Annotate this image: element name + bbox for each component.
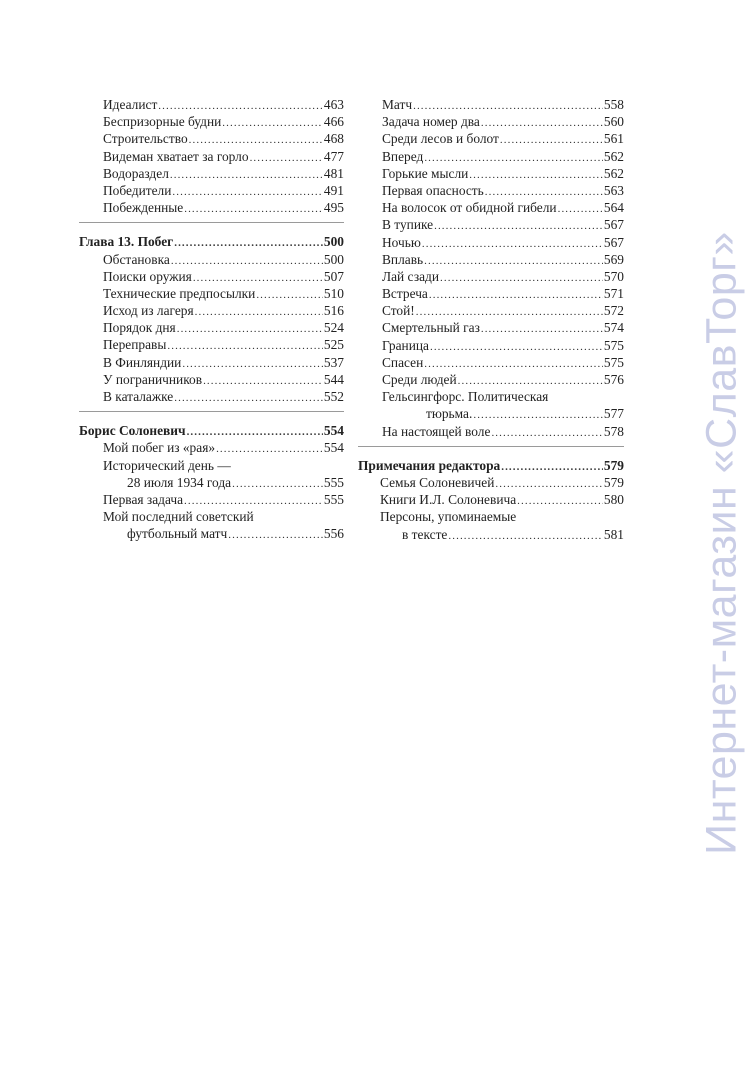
toc-entry[interactable] <box>79 251 344 268</box>
toc-group-chapter13 <box>79 233 344 405</box>
toc-entry-page: 571 <box>603 286 624 302</box>
toc-entry-page: 563 <box>603 182 624 198</box>
toc-entry-page: 574 <box>603 320 624 336</box>
leader-dots <box>430 339 603 356</box>
toc-group-boris <box>79 422 344 542</box>
toc-entry-title: тюрьма. <box>426 406 473 422</box>
toc-group-boris-continued <box>358 96 624 440</box>
toc-entry-page: 575 <box>603 337 624 353</box>
toc-entry[interactable] <box>79 319 344 336</box>
toc-entry-page: 564 <box>603 200 624 216</box>
toc-entry-page: 495 <box>323 200 344 216</box>
toc-entry[interactable] <box>358 113 624 130</box>
toc-entry-title: На волосок от обидной гибели <box>382 200 557 216</box>
toc-entry-page: 555 <box>323 474 344 490</box>
toc-entry-page: 567 <box>603 217 624 233</box>
toc-entry-title: В каталажке <box>103 389 174 404</box>
toc-entry-page: 576 <box>603 372 624 387</box>
toc-entry-page: 575 <box>603 354 624 370</box>
toc-entry-page: 468 <box>323 131 344 147</box>
toc-entry-page: 558 <box>603 97 624 112</box>
toc-entry-page: 477 <box>323 148 344 164</box>
toc-entry-title: Обстановка <box>103 251 170 267</box>
part-heading[interactable] <box>79 422 344 439</box>
leader-dots <box>195 304 323 321</box>
part-title: Борис Солоневич <box>79 423 186 439</box>
toc-entry-page: 516 <box>323 303 344 319</box>
notes-page: 579 <box>603 457 624 473</box>
leader-dots <box>172 184 323 201</box>
toc-entry[interactable] <box>79 165 344 182</box>
toc-entry-title: Граница <box>382 337 429 353</box>
toc-entry-title: Матч <box>382 97 413 112</box>
toc-entry-page: 525 <box>323 337 344 353</box>
toc-entry[interactable] <box>358 96 624 113</box>
toc-entry[interactable] <box>358 302 624 319</box>
toc-entry[interactable] <box>358 319 624 336</box>
leader-dots <box>424 253 603 270</box>
toc-entry[interactable] <box>79 474 344 491</box>
leader-dots <box>182 356 323 373</box>
toc-entry-page: 500 <box>323 251 344 267</box>
toc-entry-title-line[interactable]: Мой последний советский <box>103 509 254 525</box>
toc-entry-title: В Финляндии <box>103 354 182 370</box>
toc-entry[interactable] <box>358 251 624 268</box>
toc-entry[interactable] <box>358 165 624 182</box>
chapter-heading[interactable] <box>79 233 344 250</box>
toc-entry-title: Переправы <box>103 337 167 353</box>
toc-entry-page: 555 <box>323 491 344 507</box>
toc-entry-page: 510 <box>323 285 344 301</box>
leader-dots <box>256 287 323 304</box>
toc-entry[interactable] <box>79 336 344 353</box>
toc-entry-title: Смертельный газ <box>382 320 480 336</box>
leader-dots <box>448 528 603 545</box>
leader-dots <box>440 270 603 287</box>
toc-entry-title: Среди людей <box>382 372 457 387</box>
toc-entry-title: Беспризорные будни <box>103 114 222 130</box>
toc-entry-page: 570 <box>603 268 624 284</box>
toc-entry-page: 572 <box>603 303 624 319</box>
toc-entry-page: 552 <box>323 389 344 404</box>
toc-entry-title: 28 июля 1934 года <box>127 474 232 490</box>
toc-entry-page: 569 <box>603 251 624 267</box>
toc-entry[interactable] <box>358 526 624 543</box>
toc-entry[interactable] <box>358 234 624 251</box>
toc-entry[interactable] <box>358 491 624 508</box>
toc-entry-title: Побежденные <box>103 200 184 216</box>
toc-entry-title: Видеман хватает за горло <box>103 148 249 164</box>
toc-entry-title: Исход из лагеря <box>103 303 194 319</box>
chapter-title: Глава 13. Побег <box>79 234 174 250</box>
toc-entry[interactable] <box>79 148 344 165</box>
toc-entry-title: Спасен <box>382 354 424 370</box>
leader-dots <box>501 459 603 476</box>
toc-entry-page: 580 <box>603 492 624 508</box>
leader-dots <box>222 115 323 132</box>
toc-entry-title: в тексте <box>402 526 448 542</box>
toc-entry[interactable] <box>358 199 624 216</box>
toc-entry-page: 556 <box>323 526 344 542</box>
toc-entry[interactable] <box>79 371 344 388</box>
toc-entry[interactable] <box>358 337 624 354</box>
leader-dots <box>174 390 323 407</box>
toc-group-chapter12 <box>79 96 344 216</box>
toc-entry[interactable] <box>79 354 344 371</box>
toc-entry-title-line[interactable]: Исторический день — <box>103 457 231 473</box>
toc-entry[interactable] <box>79 268 344 285</box>
toc-entry[interactable] <box>358 474 624 491</box>
toc-entry[interactable] <box>79 525 344 542</box>
toc-entry[interactable] <box>358 268 624 285</box>
toc-entry[interactable] <box>79 199 344 216</box>
leader-dots <box>216 441 323 458</box>
leader-dots <box>481 115 603 132</box>
leader-dots <box>203 373 323 390</box>
leader-dots <box>174 235 323 252</box>
part-page: 554 <box>323 423 344 439</box>
toc-entry-title: Лай сзади <box>382 268 440 284</box>
toc-entry-title: У пограничников <box>103 371 203 387</box>
toc-entry-title: Порядок дня <box>103 320 176 336</box>
toc-entry[interactable] <box>79 491 344 508</box>
toc-left-column <box>79 96 344 543</box>
toc-entry-title: Ночью <box>382 234 421 250</box>
leader-dots <box>491 425 602 442</box>
toc-entry[interactable] <box>358 354 624 371</box>
toc-entry-title: Вплавь <box>382 251 424 267</box>
notes-heading[interactable] <box>358 457 624 474</box>
toc-entry-page: 554 <box>323 440 344 456</box>
toc-entry-title: Первая задача <box>103 491 184 507</box>
leader-dots <box>558 201 603 218</box>
chapter-page: 500 <box>323 234 344 250</box>
leader-dots <box>228 527 323 544</box>
leader-dots <box>434 218 603 235</box>
toc-entry[interactable] <box>79 285 344 302</box>
toc-entry-page: 562 <box>603 165 624 181</box>
toc-entry-title: Строительство <box>103 131 188 147</box>
toc-entry[interactable] <box>358 182 624 199</box>
leader-dots <box>469 167 603 184</box>
toc-entry-page: 562 <box>603 148 624 164</box>
toc-entry-page: 481 <box>323 165 344 181</box>
watermark-text: Интернет-магазин «СлавТорг» <box>697 231 746 855</box>
toc-entry-page: 466 <box>323 114 344 130</box>
toc-entry[interactable] <box>79 113 344 130</box>
toc-entry[interactable] <box>358 285 624 302</box>
toc-entry-page: 544 <box>323 371 344 387</box>
leader-dots <box>473 407 603 424</box>
leader-dots <box>184 201 323 218</box>
leader-dots <box>171 253 323 270</box>
toc-entry-title: Семья Солоневичей <box>380 474 495 490</box>
toc-entry-page: 537 <box>323 354 344 370</box>
toc-entry[interactable] <box>358 371 624 388</box>
toc-entry[interactable] <box>358 148 624 165</box>
notes-title: Примечания редактора <box>358 457 501 473</box>
leader-dots <box>500 132 603 149</box>
toc-entry-title: В тупике <box>382 217 434 233</box>
toc-entry[interactable] <box>79 182 344 199</box>
toc-entry[interactable] <box>358 423 624 440</box>
toc-entry-page: 507 <box>323 268 344 284</box>
toc-entry-title: Технические предпосылки <box>103 285 256 301</box>
toc-entry-title-line[interactable]: Гельсингфорс. Политическая <box>382 389 549 405</box>
leader-dots <box>177 321 323 338</box>
leader-dots <box>250 150 323 167</box>
leader-dots <box>167 338 323 355</box>
watermark <box>692 0 750 1086</box>
toc-entry[interactable] <box>79 439 344 456</box>
toc-entry[interactable] <box>79 96 344 113</box>
toc-entry-title: Стой! <box>382 303 415 319</box>
section-divider <box>79 222 344 223</box>
toc-entry-title: Победители <box>103 182 172 198</box>
leader-dots <box>429 287 603 304</box>
toc-entry-page: 463 <box>323 97 344 112</box>
section-divider <box>358 446 624 447</box>
toc-entry-title: Горькие мысли <box>382 165 469 181</box>
toc-entry-title: Вперед <box>382 148 424 164</box>
toc-entry-title: Поиски оружия <box>103 268 192 284</box>
toc-entry[interactable] <box>358 130 624 147</box>
toc-entry-title: Идеалист <box>103 97 158 112</box>
toc-right-column <box>358 96 624 543</box>
toc-entry-page: 577 <box>603 406 624 422</box>
leader-dots <box>422 236 603 253</box>
toc-entry-title: Водораздел <box>103 165 169 181</box>
toc-entry-title: Первая опасность <box>382 182 484 198</box>
toc-entry-title: Среди лесов и болот <box>382 131 499 147</box>
toc-entry[interactable] <box>358 405 624 422</box>
toc-entry-title: Задача номер два <box>382 114 480 130</box>
leader-dots <box>232 476 323 493</box>
toc-entry-page: 491 <box>323 182 344 198</box>
toc-entry-title: Встреча <box>382 286 428 302</box>
toc-entry-page: 579 <box>603 474 624 490</box>
toc-entry-page: 567 <box>603 234 624 250</box>
toc-entry-title: На настоящей воле <box>382 423 491 439</box>
toc-entry-page: 560 <box>603 114 624 130</box>
leader-dots <box>481 321 603 338</box>
toc-entry-title: Мой побег из «рая» <box>103 440 216 456</box>
toc-entry-page: 581 <box>603 526 624 542</box>
toc-entry[interactable] <box>79 130 344 147</box>
toc-entry[interactable] <box>79 302 344 319</box>
toc-group-notes <box>358 457 624 543</box>
section-divider <box>79 411 344 412</box>
leader-dots <box>517 493 603 510</box>
toc-entry-page: 561 <box>603 131 624 147</box>
toc-entry[interactable] <box>358 216 624 233</box>
toc-entry-page: 524 <box>323 320 344 336</box>
toc-entry-title-line[interactable]: Персоны, упоминаемые <box>380 509 517 525</box>
toc-entry-title: Книги И.Л. Солоневича <box>380 492 517 508</box>
toc-entry-page: 578 <box>603 423 624 439</box>
leader-dots <box>170 167 323 184</box>
toc-entry[interactable] <box>79 388 344 405</box>
toc-entry-title: футбольный матч <box>127 526 228 542</box>
